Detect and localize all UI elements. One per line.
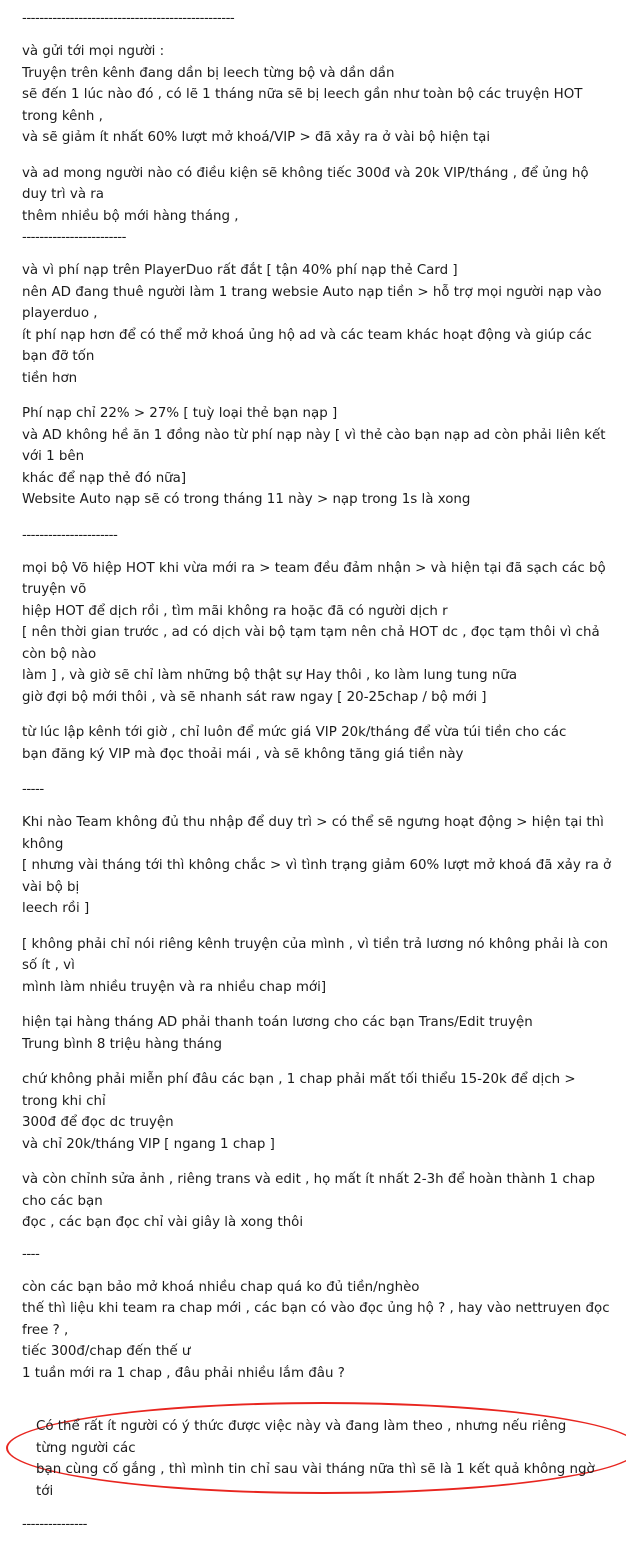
text-line: và ad mong người nào có điều kiện sẽ không tiếc 300đ và 20k VIP/tháng , để ủng hộ duy trì và ra	[22, 165, 593, 202]
text-line: Truyện trên kênh đang dần bị leech từng bộ và dần dần	[22, 65, 395, 81]
paragraph-vip-price	[22, 722, 614, 765]
text-line: khác để nạp thẻ đó nữa]	[22, 470, 187, 486]
paragraph-salary	[22, 1012, 614, 1055]
text-line: đọc , các bạn đọc chỉ vài giây là xong thôi	[22, 1215, 304, 1230]
text-line: giờ đợi bộ mới thôi , và sẽ nhanh sát raw ngay [ 20-25chap / bộ mới ]	[22, 689, 487, 705]
text-line: và sẽ giảm ít nhất 60% lượt mở khoá/VIP > đã xảy ra ở vài bộ hiện tại	[22, 130, 491, 145]
paragraph-income	[22, 812, 614, 920]
text-line: nên AD đang thuê người làm 1 trang websie Auto nạp tiền > hỗ trợ mọi người nạp vào playerduo ,	[22, 284, 606, 321]
text-line: Có thể rất ít người có ý thức được việc này và đang làm theo , nhưng nếu riêng từng người các	[36, 1419, 571, 1456]
text-line: tiếc 300đ/chap đến thế ư	[22, 1344, 191, 1359]
separator-mid-block-1	[22, 227, 614, 248]
paragraph-complaint	[22, 1277, 614, 1385]
separator-bottom-block	[22, 1514, 614, 1535]
text-line: bạn đăng ký VIP mà đọc thoải mái , và sẽ không tăng giá tiền này	[22, 746, 464, 762]
text-line: làm ] , và giờ sẽ chỉ làm những bộ thật sự Hay thôi , ko làm lung tung nữa	[22, 668, 518, 683]
paragraph-edit-effort	[22, 1169, 614, 1234]
text-line: mình làm nhiều truyện và ra nhiều chap mới]	[22, 979, 327, 995]
separator-dashes5-block	[22, 779, 614, 800]
text-line: chứ không phải miễn phí đâu các bạn , 1 chap phải mất tối thiểu 15-20k để dịch > trong khi chỉ	[22, 1072, 580, 1109]
text-line: mọi bộ Võ hiệp HOT khi vừa mới ra > team đều đảm nhận > và hiện tại đã sạch các bộ truyện võ	[22, 560, 611, 597]
text-line: 300đ để đọc dc truyện	[22, 1115, 174, 1130]
separator-bottom: ---------------	[22, 1517, 87, 1532]
separator-dashes-5: -----	[22, 782, 44, 797]
text-line: hiệp HOT để dịch rồi , tìm mãi không ra hoặc đã có người dịch r	[22, 603, 448, 619]
paragraph-not-only-channel	[22, 934, 614, 999]
separator-mid-block-2	[22, 525, 614, 546]
text-line: tiền hơn	[22, 370, 78, 386]
separator-mid-1: ------------------------	[22, 230, 126, 245]
text-line: và AD không hề ăn 1 đồng nào từ phí nạp này [ vì thẻ cào bạn nạp ad còn phải liên kết với 1 bên	[22, 427, 610, 464]
text-line: và gửi tới mọi người :	[22, 44, 165, 59]
paragraph-support	[22, 163, 614, 228]
text-line: và chỉ 20k/tháng VIP [ ngang 1 chap ]	[22, 1136, 275, 1152]
text-line: và còn chỉnh sửa ảnh , riêng trans và edit , họ mất ít nhất 2-3h để hoàn thành 1 chap cho các bạn	[22, 1172, 600, 1209]
text-line: Trung bình 8 triệu hàng tháng	[22, 1036, 222, 1052]
separator-top: -------------------------------------------------	[22, 11, 235, 26]
paragraph-intro	[22, 41, 614, 149]
text-line: ít phí nạp hơn để có thể mở khoá ủng hộ ad và các team khác hoạt động và giúp các bạn đỡ tốn	[22, 327, 597, 364]
text-line: Website Auto nạp sẽ có trong tháng 11 này > nạp trong 1s là xong	[22, 492, 471, 507]
text-line: bạn cùng cố gắng , thì mình tin chỉ sau vài tháng nữa thì sẽ là 1 kết quả không ngờ tới	[36, 1462, 599, 1499]
text-line: từ lúc lập kênh tới giờ , chỉ luôn để mức giá VIP 20k/tháng để vừa túi tiền cho các	[22, 725, 567, 740]
separator-mid-2: ----------------------	[22, 527, 118, 543]
text-line: còn các bạn bảo mở khoá nhiều chap quá ko đủ tiền/nghèo	[22, 1279, 420, 1295]
text-line: thêm nhiều bộ mới hàng tháng ,	[22, 208, 239, 224]
text-line: [ nên thời gian trước , ad có dịch vài bộ tạm tạm nên chả HOT dc , đọc tạm thôi vì chả còn bộ nào	[22, 625, 604, 662]
text-line: [ không phải chỉ nói riêng kênh truyện của mình , vì tiền trả lương nó không phải là con số ít , vì	[22, 936, 613, 973]
text-line: sẽ đến 1 lúc nào đó , có lẽ 1 tháng nữa sẽ bị leech gần như toàn bộ các truyện HOT trong kênh ,	[22, 87, 587, 124]
text-line: và vì phí nạp trên PlayerDuo rất đắt [ tận 40% phí nạp thẻ Card ]	[22, 263, 458, 278]
text-line: thế thì liệu khi team ra chap mới , các bạn có vào đọc ủng hộ ? , hay vào nettruyen đọc free ? ,	[22, 1301, 614, 1338]
text-line: Phí nạp chỉ 22% > 27% [ tuỳ loại thẻ bạn nạp ]	[22, 406, 338, 421]
text-line: Khi nào Team không đủ thu nhập để duy trì > có thể sẽ ngưng hoạt động > hiện tại thì không	[22, 815, 609, 852]
separator-top-block	[22, 8, 614, 29]
text-line: 1 tuần mới ra 1 chap , đâu phải nhiều lắm đâu ?	[22, 1365, 345, 1381]
separator-dashes-4: ----	[22, 1246, 40, 1262]
separator-dashes4-block	[22, 1244, 614, 1265]
paragraph-cost	[22, 1069, 614, 1155]
text-line: leech rồi ]	[22, 901, 90, 916]
paragraph-fee	[22, 403, 614, 511]
highlighted-conclusion	[22, 1402, 614, 1512]
paragraph-vohiep	[22, 558, 614, 709]
text-line: hiện tại hàng tháng AD phải thanh toán lương cho các bạn Trans/Edit truyện	[22, 1015, 533, 1030]
text-line: [ nhưng vài tháng tới thì không chắc > vì tình trạng giảm 60% lượt mở khoá đã xảy ra ở vài bộ bị	[22, 858, 616, 895]
paragraph-playerduo	[22, 260, 614, 389]
